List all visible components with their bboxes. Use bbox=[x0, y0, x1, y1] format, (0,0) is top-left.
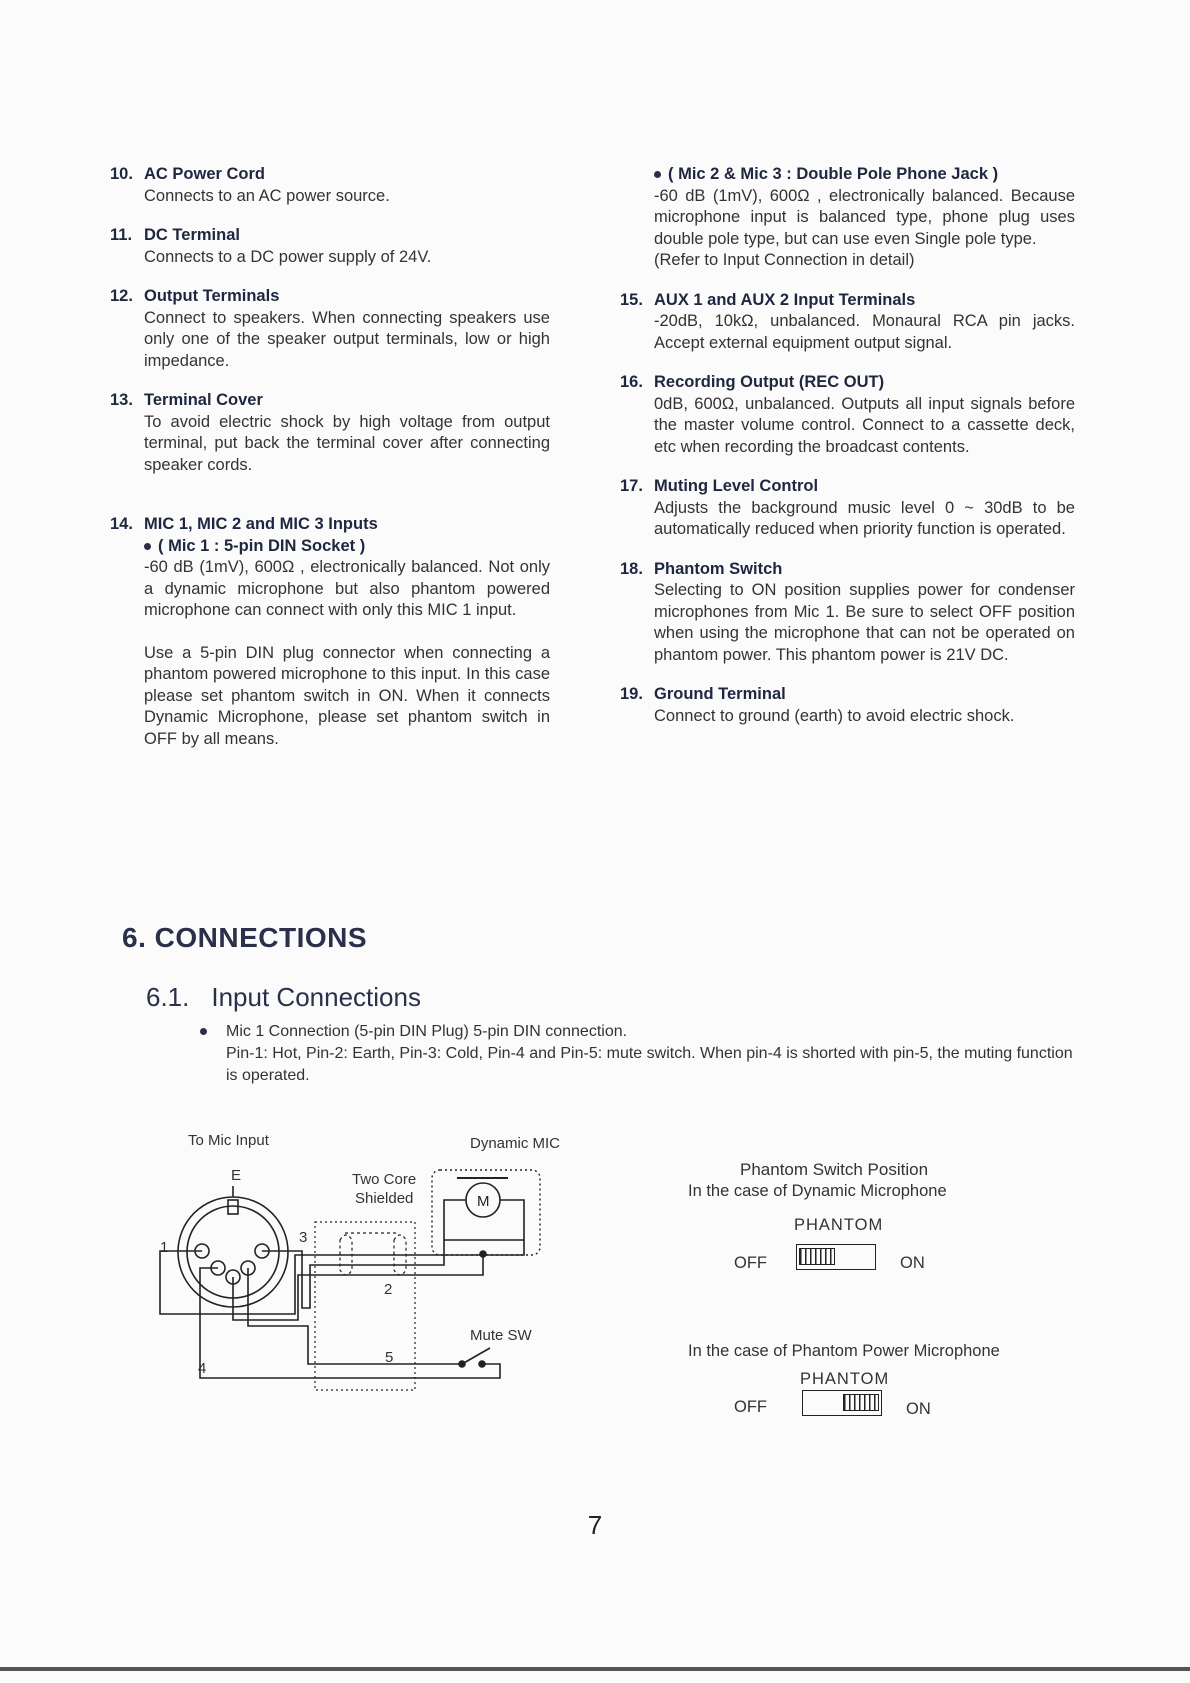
wiring-diagram bbox=[140, 1130, 600, 1410]
bullet-icon bbox=[200, 1028, 207, 1035]
page-number: 7 bbox=[587, 1510, 603, 1540]
item-title: Ground Terminal bbox=[654, 685, 786, 703]
phantom-switch-on bbox=[802, 1390, 882, 1416]
item-subtitle: ( Mic 2 & Mic 3 : Double Pole Phone Jack ) bbox=[654, 164, 1075, 186]
item-number: 15. bbox=[620, 290, 643, 309]
pin-e-label: E bbox=[231, 1167, 242, 1184]
left-column bbox=[110, 164, 550, 768]
item-number: 10. bbox=[110, 165, 133, 183]
item-body: Selecting to ON position supplies power for condenser microphones from Mic 1. Be sure to select OFF position when using the microphone that can not be operated on phantom power. This phantom power is 21V DC. bbox=[654, 581, 1075, 664]
item-12 bbox=[110, 286, 550, 372]
item-body: Connect to ground (earth) to avoid electric shock. bbox=[654, 706, 1015, 725]
item-title: Phantom Switch bbox=[654, 559, 783, 578]
item-body: -60 dB (1mV), 600Ω , electronically balanced. Because microphone input is balanced type, phone plug uses double pole type, but can use even Single pole type. bbox=[654, 186, 1075, 248]
item-title: Output Terminals bbox=[144, 287, 280, 305]
item-10 bbox=[110, 164, 550, 207]
pin-2-label: 2 bbox=[384, 1281, 393, 1298]
phantom-switch-off bbox=[796, 1244, 876, 1270]
dynamic-mic-label: Dynamic MIC bbox=[470, 1135, 561, 1152]
item-body: Connects to a DC power supply of 24V. bbox=[144, 247, 432, 266]
item-body: -20dB, 10kΩ, unbalanced. Monaural RCA pin jacks. Accept external equipment output signal. bbox=[654, 312, 1075, 352]
item-subtitle: ( Mic 1 : 5-pin DIN Socket ) bbox=[144, 536, 550, 558]
shielded-label: Shielded bbox=[355, 1190, 414, 1207]
item-body: 0dB, 600Ω, unbalanced. Outputs all input signals before the master volume control. Connect to a cassette deck, etc when recording the broadcast contents. bbox=[654, 394, 1075, 456]
item-number: 17. bbox=[620, 477, 643, 495]
off-label-2: OFF bbox=[734, 1398, 767, 1416]
connection-line-1: Mic 1 Connection (5-pin DIN Plug) 5-pin DIN connection. bbox=[226, 1023, 628, 1040]
bullet-icon bbox=[144, 543, 151, 550]
item-title: Recording Output (REC OUT) bbox=[654, 373, 885, 391]
item-title: AUX 1 and AUX 2 Input Terminals bbox=[654, 290, 916, 309]
item-number: 14. bbox=[110, 515, 133, 533]
item-17 bbox=[620, 476, 1075, 541]
phantom-switch-panel bbox=[680, 1160, 1080, 1430]
right-column bbox=[620, 164, 1075, 745]
item-14 bbox=[110, 514, 550, 750]
item-15 bbox=[620, 290, 1075, 355]
item-title: AC Power Cord bbox=[144, 165, 266, 183]
pin-1-label: 1 bbox=[160, 1239, 169, 1256]
phantom-label-1: PHANTOM bbox=[794, 1216, 884, 1234]
bullet-icon bbox=[654, 171, 661, 178]
item-16 bbox=[620, 372, 1075, 458]
item-11 bbox=[110, 225, 550, 268]
subsection-title: 6.1. Input Connections bbox=[146, 982, 421, 1012]
item-number: 11. bbox=[110, 226, 133, 244]
item-18 bbox=[620, 559, 1075, 667]
item-number: 19. bbox=[620, 685, 643, 703]
item-body-2: Use a 5-pin DIN plug connector when connecting a phantom powered microphone to this input. In this case please set phantom switch in ON. When it connects Dynamic Microphone, please set phantom switch in OFF by all means. bbox=[144, 643, 550, 748]
bottom-rule bbox=[0, 1667, 1190, 1671]
connection-note bbox=[200, 1021, 1080, 1087]
section-title: 6. CONNECTIONS bbox=[122, 922, 368, 953]
item-number: 16. bbox=[620, 373, 643, 391]
pin-5-label: 5 bbox=[385, 1349, 394, 1366]
mute-sw-label: Mute SW bbox=[470, 1327, 532, 1344]
item-body: Adjusts the background music level 0 ~ 30dB to be automatically reduced when priority function is operated. bbox=[654, 498, 1075, 538]
on-label-2: ON bbox=[906, 1400, 931, 1418]
item-body: Connect to speakers. When connecting speakers use only one of the speaker output terminals, low or high impedance. bbox=[144, 308, 550, 370]
pin-4-label: 4 bbox=[198, 1360, 207, 1377]
item-number: 12. bbox=[110, 287, 133, 305]
phantom-case-dynamic: In the case of Dynamic Microphone bbox=[688, 1182, 947, 1200]
item-note: (Refer to Input Connection in detail) bbox=[654, 251, 915, 269]
item-14-mic23 bbox=[620, 164, 1075, 272]
item-title: DC Terminal bbox=[144, 226, 240, 244]
pin-3-label: 3 bbox=[299, 1229, 308, 1246]
item-number: 13. bbox=[110, 391, 133, 409]
phantom-title: Phantom Switch Position bbox=[740, 1160, 929, 1179]
item-title: Muting Level Control bbox=[654, 477, 819, 495]
item-19 bbox=[620, 684, 1075, 727]
on-label-1: ON bbox=[900, 1254, 925, 1272]
item-body: Connects to an AC power source. bbox=[144, 186, 390, 205]
mic-symbol: M bbox=[477, 1193, 490, 1210]
off-label-1: OFF bbox=[734, 1254, 767, 1272]
phantom-case-phantom: In the case of Phantom Power Microphone bbox=[688, 1342, 1000, 1360]
item-title: Terminal Cover bbox=[144, 391, 263, 409]
two-core-label: Two Core bbox=[352, 1171, 417, 1188]
item-title: MIC 1, MIC 2 and MIC 3 Inputs bbox=[144, 515, 378, 533]
connection-line-2: Pin-1: Hot, Pin-2: Earth, Pin-3: Cold, Pin-4 and Pin-5: mute switch. When pin-4 is shorted with pin-5, the muting function is operated. bbox=[226, 1045, 1073, 1084]
phantom-label-2: PHANTOM bbox=[800, 1370, 890, 1388]
item-body: -60 dB (1mV), 600Ω , electronically balanced. Not only a dynamic microphone but also phantom powered microphone can connect with only this MIC 1 input. bbox=[144, 558, 550, 619]
item-13 bbox=[110, 390, 550, 476]
item-number: 18. bbox=[620, 559, 643, 578]
item-body: To avoid electric shock by high voltage from output terminal, put back the terminal cover after connecting speaker cords. bbox=[144, 412, 550, 474]
to-mic-input-label: To Mic Input bbox=[188, 1132, 269, 1149]
